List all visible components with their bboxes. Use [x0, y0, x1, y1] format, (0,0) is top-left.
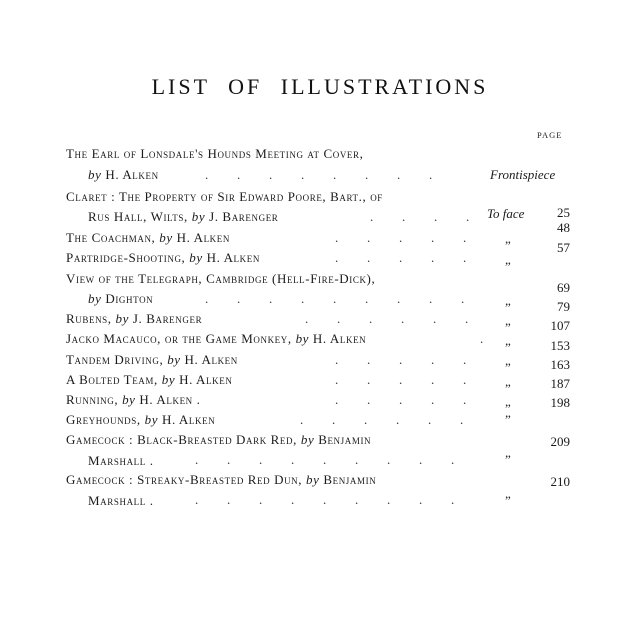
leader-dots: .	[480, 331, 484, 346]
entry-title: The Earl of Lonsdale's Hounds Meeting at Cover,	[66, 146, 364, 161]
leader-dots: . . . . . . . .	[205, 167, 433, 182]
leader-dots: . . . . .	[335, 230, 467, 245]
page-number: 198	[550, 395, 570, 410]
page-number: 210	[550, 474, 570, 489]
ditto-mark: „	[505, 231, 511, 246]
page-number: 153	[550, 338, 570, 353]
ditto-mark: „	[505, 405, 511, 420]
to-face-label: To face	[487, 206, 525, 221]
ditto-mark: „	[505, 353, 511, 368]
page-number: 25	[557, 205, 570, 220]
entry-title: View of the Telegraph, Cambridge (Hell-Fire-Dick),	[66, 271, 376, 286]
leader-dots: . . . . .	[335, 392, 467, 407]
entry-credit: by H. Alken	[88, 167, 159, 182]
leader-dots: . . . . . .	[305, 311, 469, 326]
entry-credit: Rus Hall, Wilts, by J. Barenger	[88, 209, 279, 224]
page-number: 163	[550, 357, 570, 372]
leader-dots: . . . . .	[335, 352, 467, 367]
leader-dots: . . . . . . . . .	[205, 291, 465, 306]
entry-title: Running, by H. Alken .	[66, 392, 201, 407]
ditto-mark: „	[505, 486, 511, 501]
entry-title: The Coachman, by H. Alken	[66, 230, 230, 245]
page-title: LIST OF ILLUSTRATIONS	[151, 74, 489, 99]
page-number: 209	[550, 434, 570, 449]
leader-dots: . . . . . . . . .	[195, 492, 455, 507]
page-column-header: PAGE	[537, 130, 563, 140]
ditto-mark: „	[505, 252, 511, 267]
page-number: 69	[557, 280, 570, 295]
entry-credit: by Dighton	[88, 291, 154, 306]
entry-title: Gamecock : Black-Breasted Dark Red, by Benjamin	[66, 432, 372, 447]
page-number: 57	[557, 240, 570, 255]
page-number: 187	[550, 376, 570, 391]
leader-dots: . . . . .	[335, 372, 467, 387]
ditto-mark: „	[505, 394, 511, 409]
ditto-mark: „	[505, 333, 511, 348]
page-number: 79	[557, 299, 570, 314]
leader-dots: . . . .	[370, 209, 470, 224]
frontispiece-label: Frontispiece	[490, 167, 556, 182]
entry-title: Greyhounds, by H. Alken	[66, 412, 216, 427]
entry-credit: Marshall .	[88, 493, 154, 508]
entry-title: Partridge-Shooting, by H. Alken	[66, 250, 260, 265]
leader-dots: . . . . .	[335, 250, 467, 265]
entry-title: Claret : The Property of Sir Edward Poore, Bart., of	[66, 189, 383, 204]
ditto-mark: „	[505, 293, 511, 308]
ditto-mark: „	[505, 313, 511, 328]
entry-title: Gamecock : Streaky-Breasted Red Dun, by Benjamin	[66, 472, 377, 487]
entry-title: A Bolted Team, by H. Alken	[66, 372, 233, 387]
page-number: 107	[550, 318, 570, 333]
leader-dots: . . . . . .	[300, 412, 464, 427]
entry-credit: Marshall .	[88, 453, 154, 468]
entry-title: Rubens, by J. Barenger	[66, 311, 203, 326]
entry-title: Tandem Driving, by H. Alken	[66, 352, 238, 367]
ditto-mark: „	[505, 445, 511, 460]
leader-dots: . . . . . . . . .	[195, 452, 455, 467]
ditto-mark: „	[505, 374, 511, 389]
page-number: 48	[557, 220, 570, 235]
entry-title: Jacko Macauco, or the Game Monkey, by H. Alken	[66, 331, 367, 346]
